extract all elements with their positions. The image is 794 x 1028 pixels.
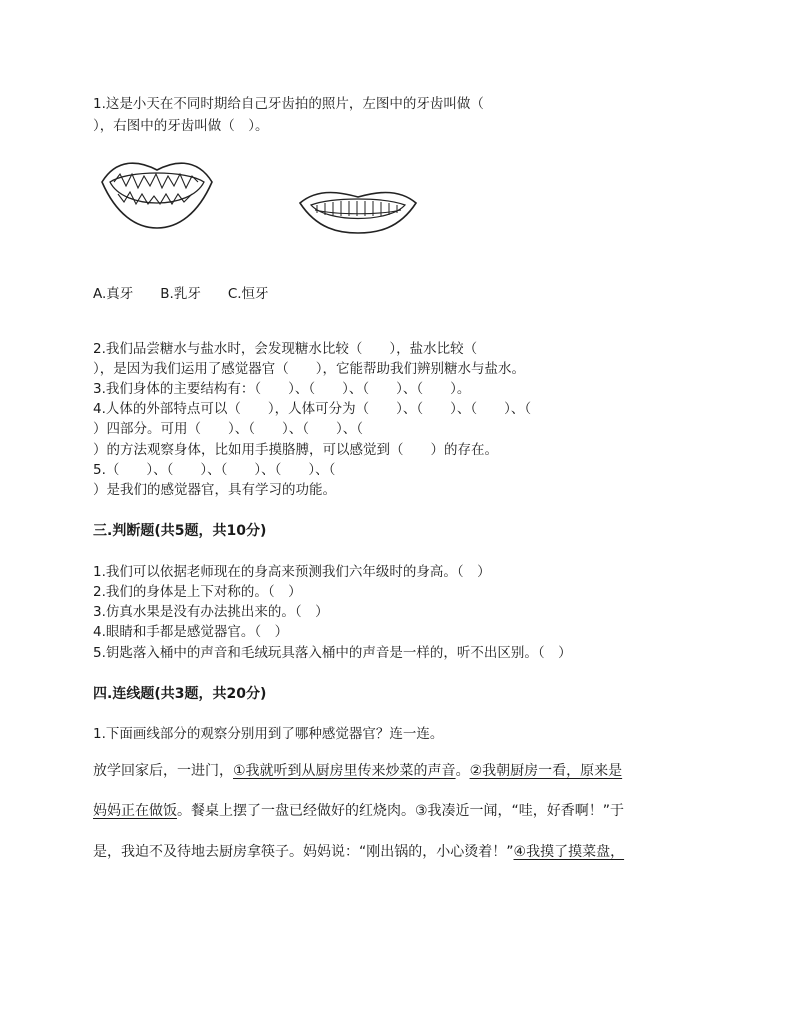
underlined-observation-2-cont: 妈妈正在做饭	[93, 803, 177, 819]
q1-line-1: 1.这是小天在不同时期给自己牙齿拍的照片，左图中的牙齿叫做（	[93, 96, 484, 112]
fill-line-1: 2.我们品尝糖水与盐水时，会发现糖水比较（ ），盐水比较（	[93, 341, 478, 357]
judgment-item-5: 5.钥匙落入桶中的声音和毛绒玩具落入桶中的声音是一样的，听不出区别。（ ）	[93, 645, 572, 661]
fill-line-5: ）四部分。可用（ ）、（ ）、（ ）、（	[93, 421, 363, 437]
baby-teeth-mouth-image	[98, 152, 216, 232]
section-4-title: 四.连线题(共3题，共20分)	[93, 686, 267, 702]
underlined-observation-2: ②我朝厨房一看，原来是	[469, 763, 623, 779]
fill-line-3: 3.我们身体的主要结构有：（ ）、（ ）、（ ）、（ ）。	[93, 381, 471, 397]
fill-line-4: 4.人体的外部特点可以（ ），人体可分为（ ）、（ ）、（ ）、（	[93, 401, 532, 417]
fill-line-8: ）是我们的感觉器官，具有学习的功能。	[93, 482, 336, 498]
passage-line-1	[93, 761, 622, 781]
underlined-observation-4: ④我摸了摸菜盘，	[513, 844, 625, 860]
passage-text: 。餐桌上摆了一盘已经做好的红烧肉。③我凑近一闻，“哇，好香啊！”于	[177, 803, 625, 819]
passage-text: 放学回家后，一进门，	[93, 763, 233, 779]
judgment-item-3: 3.仿真水果是没有办法挑出来的。（ ）	[93, 604, 329, 620]
fill-line-6: ）的方法观察身体，比如用手摸胳膊，可以感觉到（ ）的存在。	[93, 442, 498, 458]
permanent-teeth-mouth-image	[297, 185, 419, 235]
fill-line-2: ），是因为我们运用了感觉器官（ ），它能帮助我们辨别糖水与盐水。	[93, 361, 525, 377]
fill-line-7: 5.（ ）、（ ）、（ ）、（ ）、（	[93, 462, 336, 478]
section-3-title: 三.判断题(共5题，共10分)	[93, 523, 267, 539]
passage-line-3	[93, 842, 624, 862]
passage-text: 是，我迫不及待地去厨房拿筷子。妈妈说：“刚出锅的，小心烫着！”	[93, 844, 514, 860]
q1-line-2: ），右图中的牙齿叫做（ ）。	[93, 118, 269, 134]
judgment-item-2: 2.我们的身体是上下对称的。（ ）	[93, 584, 302, 600]
passage-text: 。	[455, 763, 470, 779]
underlined-observation-1: ①我就听到从厨房里传来炒菜的声音	[233, 763, 456, 779]
matching-question-1: 1.下面画线部分的观察分别用到了哪种感觉器官？连一连。	[93, 726, 444, 742]
judgment-item-4: 4.眼睛和手都是感觉器官。（ ）	[93, 624, 289, 640]
passage-line-2	[93, 801, 624, 821]
judgment-item-1: 1.我们可以依据老师现在的身高来预测我们六年级时的身高。（ ）	[93, 564, 491, 580]
q1-options: A.真牙 B.乳牙 C.恒牙	[93, 286, 269, 302]
